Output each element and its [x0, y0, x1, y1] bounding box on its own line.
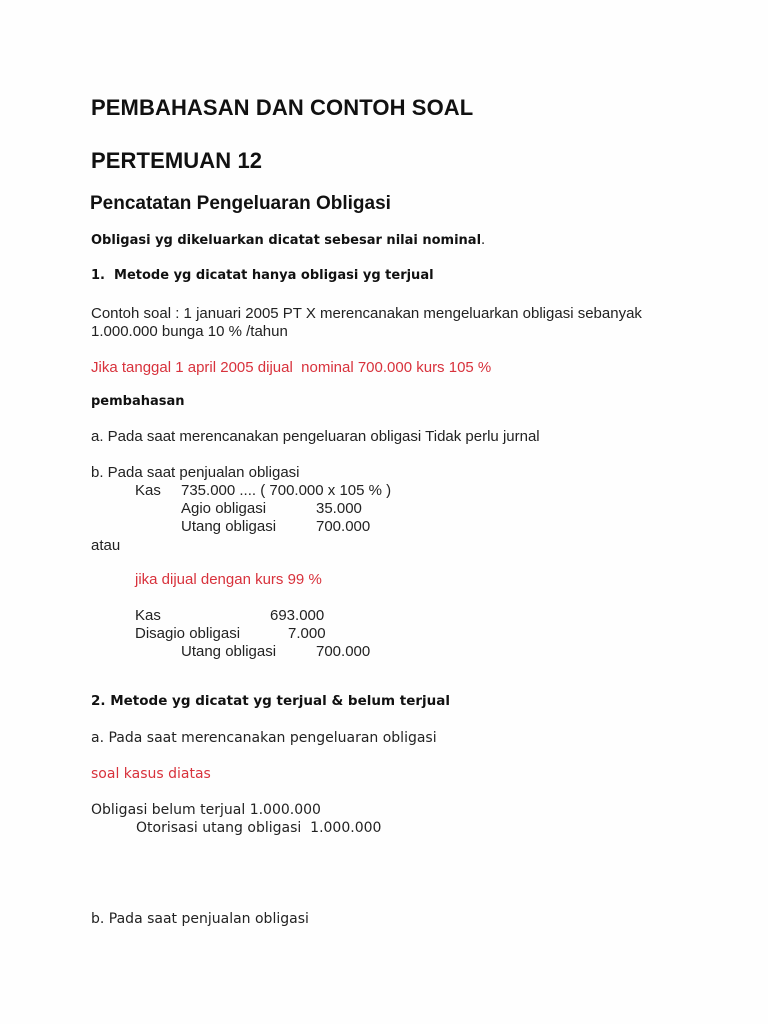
- journal-credit-amount: 700.000: [316, 643, 371, 660]
- alt-condition-red: jika dijual dengan kurs 99 %: [135, 571, 322, 588]
- journal-debit-amount: 693.000: [270, 607, 325, 624]
- journal-credit-account: Utang obligasi: [181, 518, 277, 535]
- intro-statement: [91, 234, 485, 247]
- journal-premium-debit-account: Kas: [135, 482, 161, 499]
- method2-journal-credit: [136, 821, 381, 835]
- step-b-sale: b. Pada saat penjualan obligasi: [91, 464, 300, 481]
- method2-step-b: b. Pada saat penjualan obligasi: [91, 911, 309, 927]
- journal-credit-account: Agio obligasi: [181, 500, 267, 517]
- example-line-2: 1.000.000 bunga 10 % /tahun: [91, 323, 288, 340]
- journal-debit-amount: 1.000.000: [249, 802, 321, 818]
- journal-debit-amount: 7.000: [288, 625, 326, 642]
- journal-credit-amount: 700.000: [316, 518, 371, 535]
- document-subtitle: PERTEMUAN 12: [91, 148, 263, 173]
- journal-credit-account: Utang obligasi: [181, 643, 277, 660]
- document-title: PEMBAHASAN DAN CONTOH SOAL: [91, 95, 474, 120]
- journal-credit-account: Otorisasi utang obligasi: [136, 820, 302, 836]
- journal-debit-account: Kas: [135, 607, 161, 624]
- discussion-label: pembahasan: [91, 394, 185, 409]
- method2-journal-debit: [91, 803, 321, 817]
- step-a-planning: a. Pada saat merencanakan pengeluaran obligasi Tidak perlu jurnal: [91, 428, 540, 445]
- journal-credit-amount: 1.000.000: [310, 820, 382, 836]
- sale-condition-red: Jika tanggal 1 april 2005 dijual nominal 700.000 kurs 105 %: [91, 359, 492, 376]
- intro-period: .: [481, 233, 486, 248]
- section-heading: Pencatatan Pengeluaran Obligasi: [90, 193, 391, 214]
- journal-debit-account: Disagio obligasi: [135, 625, 241, 642]
- method2-step-a: a. Pada saat merencanakan pengeluaran obligasi: [91, 730, 437, 746]
- intro-bold-text: Obligasi yg dikeluarkan dicatat sebesar nilai nominal: [91, 233, 482, 248]
- journal-premium-debit-amount: 735.000 .... ( 700.000 x 105 % ): [181, 482, 392, 499]
- method2-heading: 2. Metode yg dicatat yg terjual & belum terjual: [91, 693, 450, 709]
- case-reference-red: soal kasus diatas: [91, 766, 211, 782]
- journal-credit-amount: 35.000: [316, 500, 362, 517]
- method1-heading: 1. Metode yg dicatat hanya obligasi yg terjual: [91, 268, 434, 283]
- example-line-1: Contoh soal : 1 januari 2005 PT X merencanakan mengeluarkan obligasi sebanyak: [91, 305, 642, 322]
- or-label: atau: [91, 537, 121, 554]
- journal-debit-account: Obligasi belum terjual: [91, 802, 246, 818]
